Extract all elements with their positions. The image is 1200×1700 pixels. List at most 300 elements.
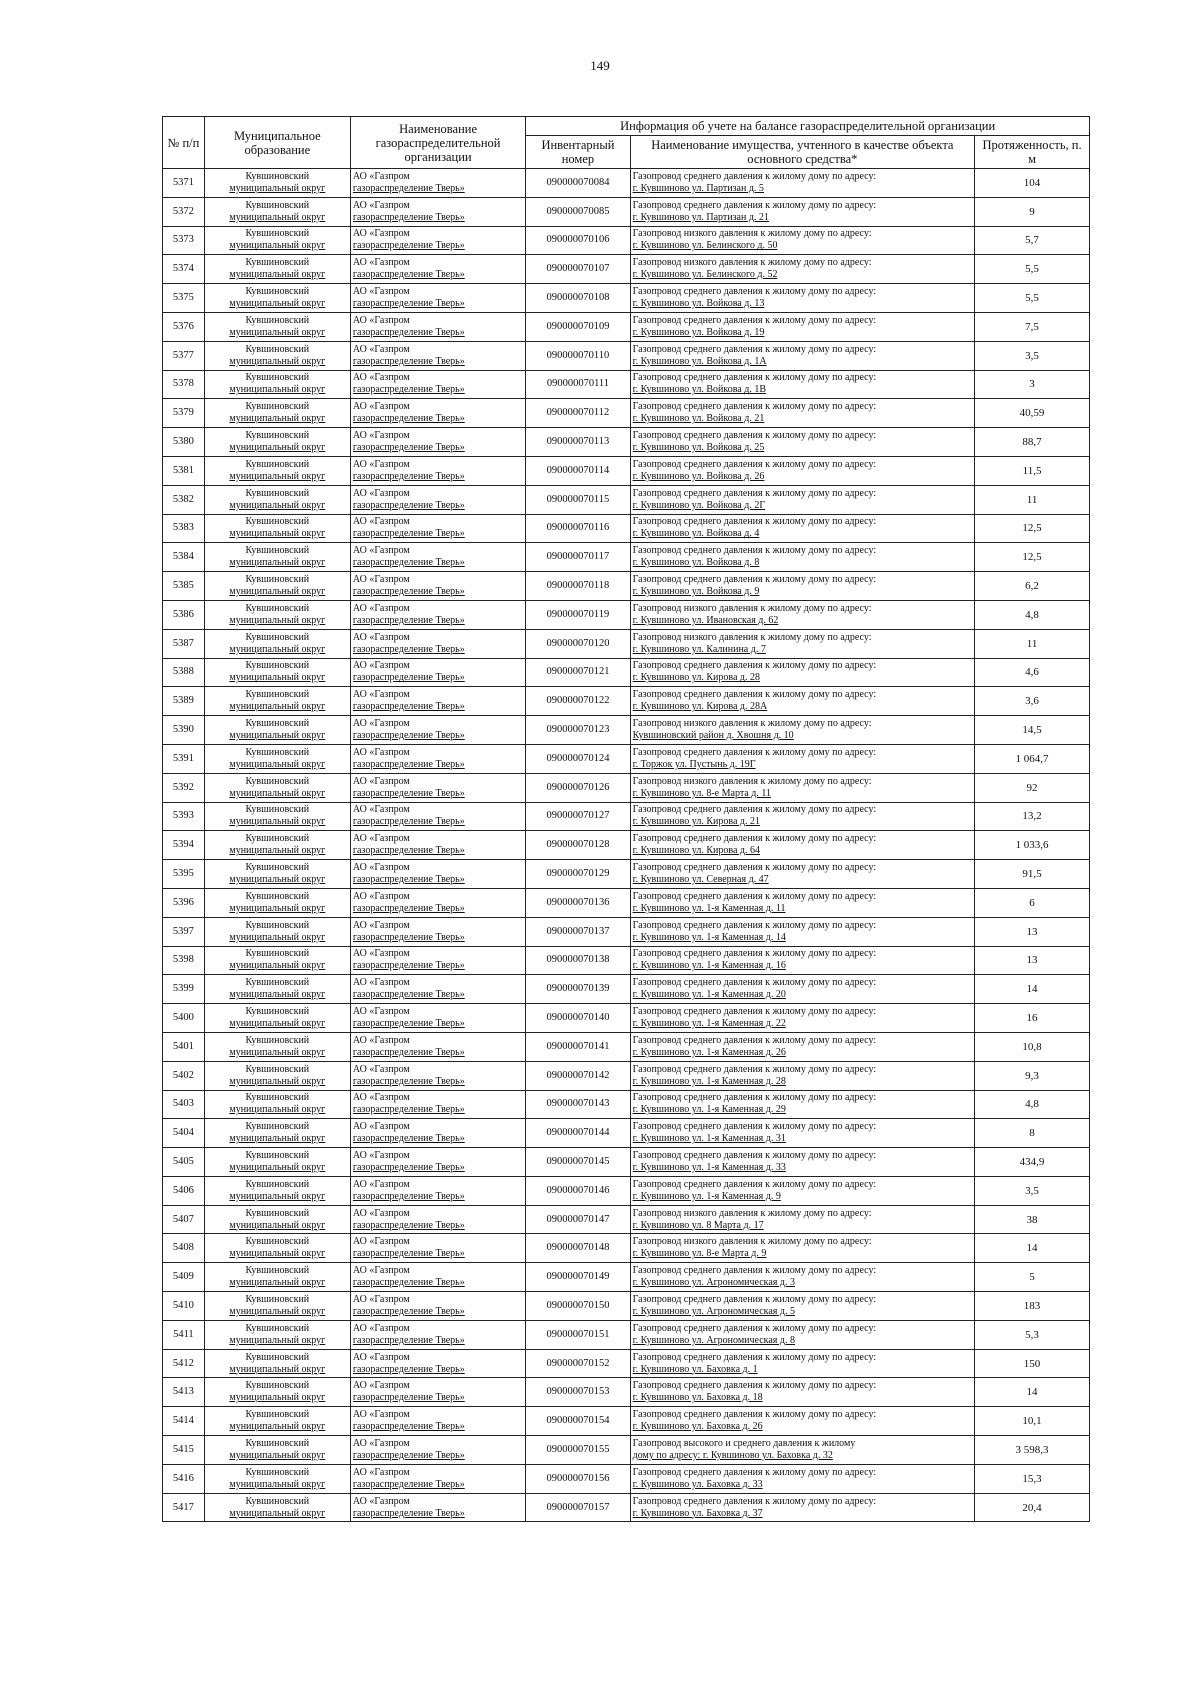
table-row: [163, 1004, 1090, 1033]
inventory-number-cell: 090000070151: [526, 1320, 630, 1349]
row-number: 5383: [163, 514, 205, 543]
organization-cell: АО «Газпром газораспределение Тверь»: [350, 197, 525, 226]
inventory-number-cell: 090000070145: [526, 1148, 630, 1177]
table-row: [163, 312, 1090, 341]
row-number: 5394: [163, 831, 205, 860]
length-cell: 40,59: [975, 399, 1090, 428]
row-number: 5405: [163, 1148, 205, 1177]
municipality-cell: Кувшиновский муниципальный округ: [204, 888, 350, 917]
header-organization: Наименование газораспределительной организации: [350, 117, 525, 169]
length-cell: 14: [975, 1234, 1090, 1263]
organization-cell: АО «Газпром газораспределение Тверь»: [350, 341, 525, 370]
row-number: 5398: [163, 946, 205, 975]
inventory-number-cell: 090000070111: [526, 370, 630, 399]
asset-name-cell: Газопровод среднего давления к жилому дому по адресу: г. Кувшиново ул. Войкова д. 9: [630, 572, 974, 601]
municipality-cell: Кувшиновский муниципальный округ: [204, 169, 350, 198]
municipality-cell: Кувшиновский муниципальный округ: [204, 1176, 350, 1205]
table-row: [163, 1119, 1090, 1148]
row-number: 5412: [163, 1349, 205, 1378]
asset-name-cell: Газопровод среднего давления к жилому дому по адресу: г. Кувшиново ул. Агрономическая д. 5: [630, 1292, 974, 1321]
row-number: 5411: [163, 1320, 205, 1349]
municipality-cell: Кувшиновский муниципальный округ: [204, 860, 350, 889]
inventory-number-cell: 090000070154: [526, 1407, 630, 1436]
inventory-number-cell: 090000070110: [526, 341, 630, 370]
asset-name-cell: Газопровод среднего давления к жилому дому по адресу: г. Кувшиново ул. Северная д. 47: [630, 860, 974, 889]
municipality-cell: Кувшиновский муниципальный округ: [204, 802, 350, 831]
inventory-number-cell: 090000070148: [526, 1234, 630, 1263]
length-cell: 7,5: [975, 312, 1090, 341]
inventory-number-cell: 090000070152: [526, 1349, 630, 1378]
row-number: 5385: [163, 572, 205, 601]
organization-cell: АО «Газпром газораспределение Тверь»: [350, 399, 525, 428]
row-number: 5408: [163, 1234, 205, 1263]
table-row: [163, 975, 1090, 1004]
inventory-number-cell: 090000070122: [526, 687, 630, 716]
table-row: [163, 1407, 1090, 1436]
organization-cell: АО «Газпром газораспределение Тверь»: [350, 1292, 525, 1321]
row-number: 5392: [163, 773, 205, 802]
row-number: 5375: [163, 284, 205, 313]
municipality-cell: Кувшиновский муниципальный округ: [204, 1205, 350, 1234]
organization-cell: АО «Газпром газораспределение Тверь»: [350, 572, 525, 601]
asset-name-cell: Газопровод низкого давления к жилому дому по адресу: г. Кувшиново ул. Ивановская д. 62: [630, 600, 974, 629]
inventory-number-cell: 090000070157: [526, 1493, 630, 1522]
asset-name-cell: Газопровод среднего давления к жилому дому по адресу: г. Кувшиново ул. Войкова д. 4: [630, 514, 974, 543]
row-number: 5387: [163, 629, 205, 658]
row-number: 5376: [163, 312, 205, 341]
table-row: [163, 629, 1090, 658]
organization-cell: АО «Газпром газораспределение Тверь»: [350, 1349, 525, 1378]
asset-name-cell: Газопровод среднего давления к жилому дому по адресу: г. Кувшиново ул. Баховка д. 37: [630, 1493, 974, 1522]
municipality-cell: Кувшиновский муниципальный округ: [204, 399, 350, 428]
organization-cell: АО «Газпром газораспределение Тверь»: [350, 1234, 525, 1263]
row-number: 5400: [163, 1004, 205, 1033]
asset-name-cell: Газопровод среднего давления к жилому дому по адресу: г. Кувшиново ул. Кирова д. 28А: [630, 687, 974, 716]
row-number: 5409: [163, 1263, 205, 1292]
inventory-number-cell: 090000070136: [526, 888, 630, 917]
row-number: 5378: [163, 370, 205, 399]
row-number: 5402: [163, 1061, 205, 1090]
length-cell: 13: [975, 917, 1090, 946]
inventory-number-cell: 090000070124: [526, 744, 630, 773]
table-row: [163, 255, 1090, 284]
organization-cell: АО «Газпром газораспределение Тверь»: [350, 1407, 525, 1436]
organization-cell: АО «Газпром газораспределение Тверь»: [350, 831, 525, 860]
length-cell: 11,5: [975, 456, 1090, 485]
table-body: [163, 169, 1090, 1522]
table-row: [163, 658, 1090, 687]
organization-cell: АО «Газпром газораспределение Тверь»: [350, 226, 525, 255]
organization-cell: АО «Газпром газораспределение Тверь»: [350, 456, 525, 485]
length-cell: 1 064,7: [975, 744, 1090, 773]
asset-name-cell: Газопровод среднего давления к жилому дому по адресу: г. Кувшиново ул. 1-я Каменная д. 22: [630, 1004, 974, 1033]
organization-cell: АО «Газпром газораспределение Тверь»: [350, 1148, 525, 1177]
inventory-number-cell: 090000070129: [526, 860, 630, 889]
inventory-number-cell: 090000070155: [526, 1436, 630, 1465]
length-cell: 104: [975, 169, 1090, 198]
length-cell: 15,3: [975, 1464, 1090, 1493]
length-cell: 150: [975, 1349, 1090, 1378]
municipality-cell: Кувшиновский муниципальный округ: [204, 975, 350, 1004]
municipality-cell: Кувшиновский муниципальный округ: [204, 341, 350, 370]
inventory-number-cell: 090000070085: [526, 197, 630, 226]
organization-cell: АО «Газпром газораспределение Тверь»: [350, 514, 525, 543]
asset-name-cell: Газопровод среднего давления к жилому дому по адресу: г. Кувшиново ул. Баховка д. 1: [630, 1349, 974, 1378]
table-row: [163, 514, 1090, 543]
asset-name-cell: Газопровод среднего давления к жилому дому по адресу: г. Кувшиново ул. Баховка д. 18: [630, 1378, 974, 1407]
asset-name-cell: Газопровод среднего давления к жилому дому по адресу: г. Кувшиново ул. Агрономическая д. 8: [630, 1320, 974, 1349]
inventory-number-cell: 090000070084: [526, 169, 630, 198]
asset-name-cell: Газопровод среднего давления к жилому дому по адресу: г. Кувшиново ул. 1-я Каменная д. 33: [630, 1148, 974, 1177]
municipality-cell: Кувшиновский муниципальный округ: [204, 773, 350, 802]
municipality-cell: Кувшиновский муниципальный округ: [204, 1263, 350, 1292]
asset-name-cell: Газопровод среднего давления к жилому дому по адресу: г. Торжок ул. Пустынь д. 19Г: [630, 744, 974, 773]
row-number: 5374: [163, 255, 205, 284]
table-row: [163, 1205, 1090, 1234]
inventory-number-cell: 090000070118: [526, 572, 630, 601]
organization-cell: АО «Газпром газораспределение Тверь»: [350, 1004, 525, 1033]
table-row: [163, 802, 1090, 831]
organization-cell: АО «Газпром газораспределение Тверь»: [350, 255, 525, 284]
organization-cell: АО «Газпром газораспределение Тверь»: [350, 1176, 525, 1205]
municipality-cell: Кувшиновский муниципальный округ: [204, 629, 350, 658]
length-cell: 11: [975, 629, 1090, 658]
length-cell: 5,5: [975, 284, 1090, 313]
municipality-cell: Кувшиновский муниципальный округ: [204, 312, 350, 341]
length-cell: 14: [975, 975, 1090, 1004]
asset-name-cell: Газопровод среднего давления к жилому дому по адресу: г. Кувшиново ул. Войкова д. 8: [630, 543, 974, 572]
organization-cell: АО «Газпром газораспределение Тверь»: [350, 687, 525, 716]
asset-name-cell: Газопровод низкого давления к жилому дому по адресу: г. Кувшиново ул. Калинина д. 7: [630, 629, 974, 658]
municipality-cell: Кувшиновский муниципальный округ: [204, 1436, 350, 1465]
table-row: [163, 744, 1090, 773]
header-municipality: Муниципальное образование: [204, 117, 350, 169]
table-row: [163, 428, 1090, 457]
municipality-cell: Кувшиновский муниципальный округ: [204, 831, 350, 860]
row-number: 5390: [163, 716, 205, 745]
asset-name-cell: Газопровод низкого давления к жилому дому по адресу: г. Кувшиново ул. 8-е Марта д. 11: [630, 773, 974, 802]
row-number: 5401: [163, 1032, 205, 1061]
municipality-cell: Кувшиновский муниципальный округ: [204, 600, 350, 629]
table-row: [163, 831, 1090, 860]
table-row: [163, 600, 1090, 629]
table-row: [163, 485, 1090, 514]
organization-cell: АО «Газпром газораспределение Тверь»: [350, 370, 525, 399]
table-row: [163, 1464, 1090, 1493]
organization-cell: АО «Газпром газораспределение Тверь»: [350, 1378, 525, 1407]
length-cell: 10,1: [975, 1407, 1090, 1436]
inventory-number-cell: 090000070116: [526, 514, 630, 543]
row-number: 5399: [163, 975, 205, 1004]
table-row: [163, 1378, 1090, 1407]
inventory-number-cell: 090000070137: [526, 917, 630, 946]
table-row: [163, 1349, 1090, 1378]
asset-name-cell: Газопровод среднего давления к жилому дому по адресу: г. Кувшиново ул. Партизан д. 21: [630, 197, 974, 226]
municipality-cell: Кувшиновский муниципальный округ: [204, 370, 350, 399]
organization-cell: АО «Газпром газораспределение Тверь»: [350, 773, 525, 802]
row-number: 5379: [163, 399, 205, 428]
length-cell: 6: [975, 888, 1090, 917]
page-number: 149: [590, 58, 610, 73]
asset-name-cell: Газопровод среднего давления к жилому дому по адресу: г. Кувшиново ул. 1-я Каменная д. 20: [630, 975, 974, 1004]
municipality-cell: Кувшиновский муниципальный округ: [204, 226, 350, 255]
length-cell: 12,5: [975, 543, 1090, 572]
inventory-number-cell: 090000070106: [526, 226, 630, 255]
table-row: [163, 197, 1090, 226]
length-cell: 5: [975, 1263, 1090, 1292]
asset-name-cell: Газопровод среднего давления к жилому дому по адресу: г. Кувшиново ул. Войкова д. 1В: [630, 370, 974, 399]
municipality-cell: Кувшиновский муниципальный округ: [204, 485, 350, 514]
organization-cell: АО «Газпром газораспределение Тверь»: [350, 543, 525, 572]
length-cell: 11: [975, 485, 1090, 514]
asset-name-cell: Газопровод среднего давления к жилому дому по адресу: г. Кувшиново ул. Войкова д. 1А: [630, 341, 974, 370]
length-cell: 92: [975, 773, 1090, 802]
table-row: [163, 1320, 1090, 1349]
organization-cell: АО «Газпром газораспределение Тверь»: [350, 888, 525, 917]
organization-cell: АО «Газпром газораспределение Тверь»: [350, 485, 525, 514]
row-number: 5389: [163, 687, 205, 716]
organization-cell: АО «Газпром газораспределение Тверь»: [350, 802, 525, 831]
row-number: 5386: [163, 600, 205, 629]
asset-name-cell: Газопровод среднего давления к жилому дому по адресу: г. Кувшиново ул. 1-я Каменная д. 28: [630, 1061, 974, 1090]
row-number: 5380: [163, 428, 205, 457]
inventory-number-cell: 090000070117: [526, 543, 630, 572]
length-cell: 13,2: [975, 802, 1090, 831]
municipality-cell: Кувшиновский муниципальный округ: [204, 1234, 350, 1263]
length-cell: 9,3: [975, 1061, 1090, 1090]
inventory-number-cell: 090000070128: [526, 831, 630, 860]
inventory-number-cell: 090000070127: [526, 802, 630, 831]
organization-cell: АО «Газпром газораспределение Тверь»: [350, 312, 525, 341]
organization-cell: АО «Газпром газораспределение Тверь»: [350, 1493, 525, 1522]
municipality-cell: Кувшиновский муниципальный округ: [204, 1148, 350, 1177]
organization-cell: АО «Газпром газораспределение Тверь»: [350, 1320, 525, 1349]
inventory-number-cell: 090000070112: [526, 399, 630, 428]
inventory-number-cell: 090000070108: [526, 284, 630, 313]
inventory-number-cell: 090000070120: [526, 629, 630, 658]
row-number: 5384: [163, 543, 205, 572]
table-row: [163, 888, 1090, 917]
length-cell: 3,6: [975, 687, 1090, 716]
length-cell: 3: [975, 370, 1090, 399]
length-cell: 38: [975, 1205, 1090, 1234]
row-number: 5414: [163, 1407, 205, 1436]
inventory-number-cell: 090000070126: [526, 773, 630, 802]
asset-name-cell: Газопровод низкого давления к жилому дому по адресу: г. Кувшиново ул. Белинского д. 50: [630, 226, 974, 255]
length-cell: 5,7: [975, 226, 1090, 255]
table-row: [163, 370, 1090, 399]
table-row: [163, 1176, 1090, 1205]
inventory-number-cell: 090000070146: [526, 1176, 630, 1205]
row-number: 5388: [163, 658, 205, 687]
municipality-cell: Кувшиновский муниципальный округ: [204, 744, 350, 773]
row-number: 5397: [163, 917, 205, 946]
organization-cell: АО «Газпром газораспределение Тверь»: [350, 428, 525, 457]
inventory-number-cell: 090000070144: [526, 1119, 630, 1148]
organization-cell: АО «Газпром газораспределение Тверь»: [350, 1205, 525, 1234]
asset-name-cell: Газопровод среднего давления к жилому дому по адресу: г. Кувшиново ул. Баховка д. 26: [630, 1407, 974, 1436]
inventory-number-cell: 090000070140: [526, 1004, 630, 1033]
row-number: 5410: [163, 1292, 205, 1321]
inventory-number-cell: 090000070153: [526, 1378, 630, 1407]
asset-name-cell: Газопровод низкого давления к жилому дому по адресу: г. Кувшиново ул. 8 Марта д. 17: [630, 1205, 974, 1234]
inventory-number-cell: 090000070121: [526, 658, 630, 687]
row-number: 5413: [163, 1378, 205, 1407]
header-no: № п/п: [163, 117, 205, 169]
municipality-cell: Кувшиновский муниципальный округ: [204, 687, 350, 716]
organization-cell: АО «Газпром газораспределение Тверь»: [350, 946, 525, 975]
organization-cell: АО «Газпром газораспределение Тверь»: [350, 169, 525, 198]
table-row: [163, 860, 1090, 889]
length-cell: 91,5: [975, 860, 1090, 889]
inventory-number-cell: 090000070113: [526, 428, 630, 457]
organization-cell: АО «Газпром газораспределение Тверь»: [350, 975, 525, 1004]
asset-name-cell: Газопровод среднего давления к жилому дому по адресу: г. Кувшиново ул. Кирова д. 64: [630, 831, 974, 860]
municipality-cell: Кувшиновский муниципальный округ: [204, 1464, 350, 1493]
organization-cell: АО «Газпром газораспределение Тверь»: [350, 1263, 525, 1292]
table-row: [163, 341, 1090, 370]
organization-cell: АО «Газпром газораспределение Тверь»: [350, 658, 525, 687]
table-row: [163, 543, 1090, 572]
table-row: [163, 1148, 1090, 1177]
length-cell: 3,5: [975, 341, 1090, 370]
organization-cell: АО «Газпром газораспределение Тверь»: [350, 860, 525, 889]
municipality-cell: Кувшиновский муниципальный округ: [204, 1320, 350, 1349]
length-cell: 3 598,3: [975, 1436, 1090, 1465]
asset-name-cell: Газопровод среднего давления к жилому дому по адресу: г. Кувшиново ул. Войкова д. 21: [630, 399, 974, 428]
inventory-number-cell: 090000070142: [526, 1061, 630, 1090]
row-number: 5377: [163, 341, 205, 370]
municipality-cell: Кувшиновский муниципальный округ: [204, 1004, 350, 1033]
row-number: 5407: [163, 1205, 205, 1234]
inventory-number-cell: 090000070138: [526, 946, 630, 975]
municipality-cell: Кувшиновский муниципальный округ: [204, 428, 350, 457]
inventory-number-cell: 090000070123: [526, 716, 630, 745]
asset-name-cell: Газопровод высокого и среднего давления к жилому дому по адресу: г. Кувшиново ул. Баховка д. 32: [630, 1436, 974, 1465]
municipality-cell: Кувшиновский муниципальный округ: [204, 946, 350, 975]
organization-cell: АО «Газпром газораспределение Тверь»: [350, 716, 525, 745]
inventory-number-cell: 090000070139: [526, 975, 630, 1004]
header-balance-group: Информация об учете на балансе газораспределительной организации: [526, 117, 1090, 136]
municipality-cell: Кувшиновский муниципальный округ: [204, 1493, 350, 1522]
length-cell: 1 033,6: [975, 831, 1090, 860]
municipality-cell: Кувшиновский муниципальный округ: [204, 1407, 350, 1436]
asset-name-cell: Газопровод среднего давления к жилому дому по адресу: г. Кувшиново ул. 1-я Каменная д. 31: [630, 1119, 974, 1148]
inventory-number-cell: 090000070156: [526, 1464, 630, 1493]
row-number: 5417: [163, 1493, 205, 1522]
organization-cell: АО «Газпром газораспределение Тверь»: [350, 744, 525, 773]
asset-name-cell: Газопровод среднего давления к жилому дому по адресу: г. Кувшиново ул. Войкова д. 13: [630, 284, 974, 313]
municipality-cell: Кувшиновский муниципальный округ: [204, 255, 350, 284]
row-number: 5373: [163, 226, 205, 255]
inventory-number-cell: 090000070149: [526, 1263, 630, 1292]
row-number: 5406: [163, 1176, 205, 1205]
asset-name-cell: Газопровод среднего давления к жилому дому по адресу: г. Кувшиново ул. Баховка д. 33: [630, 1464, 974, 1493]
header-inventory: Инвентарный номер: [526, 136, 630, 169]
length-cell: 13: [975, 946, 1090, 975]
asset-name-cell: Газопровод среднего давления к жилому дому по адресу: г. Кувшиново ул. 1-я Каменная д. 14: [630, 917, 974, 946]
inventory-number-cell: 090000070150: [526, 1292, 630, 1321]
municipality-cell: Кувшиновский муниципальный округ: [204, 1090, 350, 1119]
asset-name-cell: Газопровод низкого давления к жилому дому по адресу: Кувшиновский район д. Хвошня д. 10: [630, 716, 974, 745]
table-row: [163, 1061, 1090, 1090]
table-row: [163, 456, 1090, 485]
length-cell: 88,7: [975, 428, 1090, 457]
row-number: 5393: [163, 802, 205, 831]
inventory-number-cell: 090000070143: [526, 1090, 630, 1119]
asset-name-cell: Газопровод низкого давления к жилому дому по адресу: г. Кувшиново ул. Белинского д. 52: [630, 255, 974, 284]
length-cell: 6,2: [975, 572, 1090, 601]
table-row: [163, 716, 1090, 745]
asset-name-cell: Газопровод среднего давления к жилому дому по адресу: г. Кувшиново ул. 1-я Каменная д. 29: [630, 1090, 974, 1119]
municipality-cell: Кувшиновский муниципальный округ: [204, 284, 350, 313]
length-cell: 4,6: [975, 658, 1090, 687]
municipality-cell: Кувшиновский муниципальный округ: [204, 543, 350, 572]
municipality-cell: Кувшиновский муниципальный округ: [204, 1378, 350, 1407]
organization-cell: АО «Газпром газораспределение Тверь»: [350, 1032, 525, 1061]
asset-name-cell: Газопровод среднего давления к жилому дому по адресу: г. Кувшиново ул. Кирова д. 21: [630, 802, 974, 831]
inventory-number-cell: 090000070109: [526, 312, 630, 341]
length-cell: 4,8: [975, 600, 1090, 629]
row-number: 5416: [163, 1464, 205, 1493]
inventory-number-cell: 090000070119: [526, 600, 630, 629]
table-row: [163, 687, 1090, 716]
asset-name-cell: Газопровод среднего давления к жилому дому по адресу: г. Кувшиново ул. Кирова д. 28: [630, 658, 974, 687]
municipality-cell: Кувшиновский муниципальный округ: [204, 1292, 350, 1321]
row-number: 5372: [163, 197, 205, 226]
row-number: 5396: [163, 888, 205, 917]
asset-name-cell: Газопровод среднего давления к жилому дому по адресу: г. Кувшиново ул. Войкова д. 2Г: [630, 485, 974, 514]
length-cell: 14: [975, 1378, 1090, 1407]
length-cell: 14,5: [975, 716, 1090, 745]
length-cell: 16: [975, 1004, 1090, 1033]
table-row: [163, 946, 1090, 975]
asset-name-cell: Газопровод среднего давления к жилому дому по адресу: г. Кувшиново ул. Агрономическая д. 3: [630, 1263, 974, 1292]
municipality-cell: Кувшиновский муниципальный округ: [204, 514, 350, 543]
length-cell: 183: [975, 1292, 1090, 1321]
gas-pipeline-registry-table: [162, 116, 1090, 1522]
organization-cell: АО «Газпром газораспределение Тверь»: [350, 629, 525, 658]
table-row: [163, 1234, 1090, 1263]
table-row: [163, 1436, 1090, 1465]
inventory-number-cell: 090000070141: [526, 1032, 630, 1061]
table-row: [163, 284, 1090, 313]
inventory-number-cell: 090000070115: [526, 485, 630, 514]
table-row: [163, 226, 1090, 255]
header-asset-name: Наименование имущества, учтенного в качестве объекта основного средства*: [630, 136, 974, 169]
row-number: 5404: [163, 1119, 205, 1148]
asset-name-cell: Газопровод среднего давления к жилому дому по адресу: г. Кувшиново ул. 1-я Каменная д. 9: [630, 1176, 974, 1205]
length-cell: 20,4: [975, 1493, 1090, 1522]
length-cell: 434,9: [975, 1148, 1090, 1177]
municipality-cell: Кувшиновский муниципальный округ: [204, 1061, 350, 1090]
inventory-number-cell: 090000070107: [526, 255, 630, 284]
inventory-number-cell: 090000070147: [526, 1205, 630, 1234]
table-row: [163, 1032, 1090, 1061]
organization-cell: АО «Газпром газораспределение Тверь»: [350, 1464, 525, 1493]
organization-cell: АО «Газпром газораспределение Тверь»: [350, 284, 525, 313]
asset-name-cell: Газопровод среднего давления к жилому дому по адресу: г. Кувшиново ул. Войкова д. 19: [630, 312, 974, 341]
length-cell: 5,3: [975, 1320, 1090, 1349]
asset-name-cell: Газопровод среднего давления к жилому дому по адресу: г. Кувшиново ул. Войкова д. 26: [630, 456, 974, 485]
organization-cell: АО «Газпром газораспределение Тверь»: [350, 1061, 525, 1090]
asset-name-cell: Газопровод среднего давления к жилому дому по адресу: г. Кувшиново ул. Партизан д. 5: [630, 169, 974, 198]
table-row: [163, 1493, 1090, 1522]
table-row: [163, 572, 1090, 601]
municipality-cell: Кувшиновский муниципальный округ: [204, 197, 350, 226]
municipality-cell: Кувшиновский муниципальный округ: [204, 572, 350, 601]
asset-name-cell: Газопровод среднего давления к жилому дому по адресу: г. Кувшиново ул. 1-я Каменная д. 26: [630, 1032, 974, 1061]
